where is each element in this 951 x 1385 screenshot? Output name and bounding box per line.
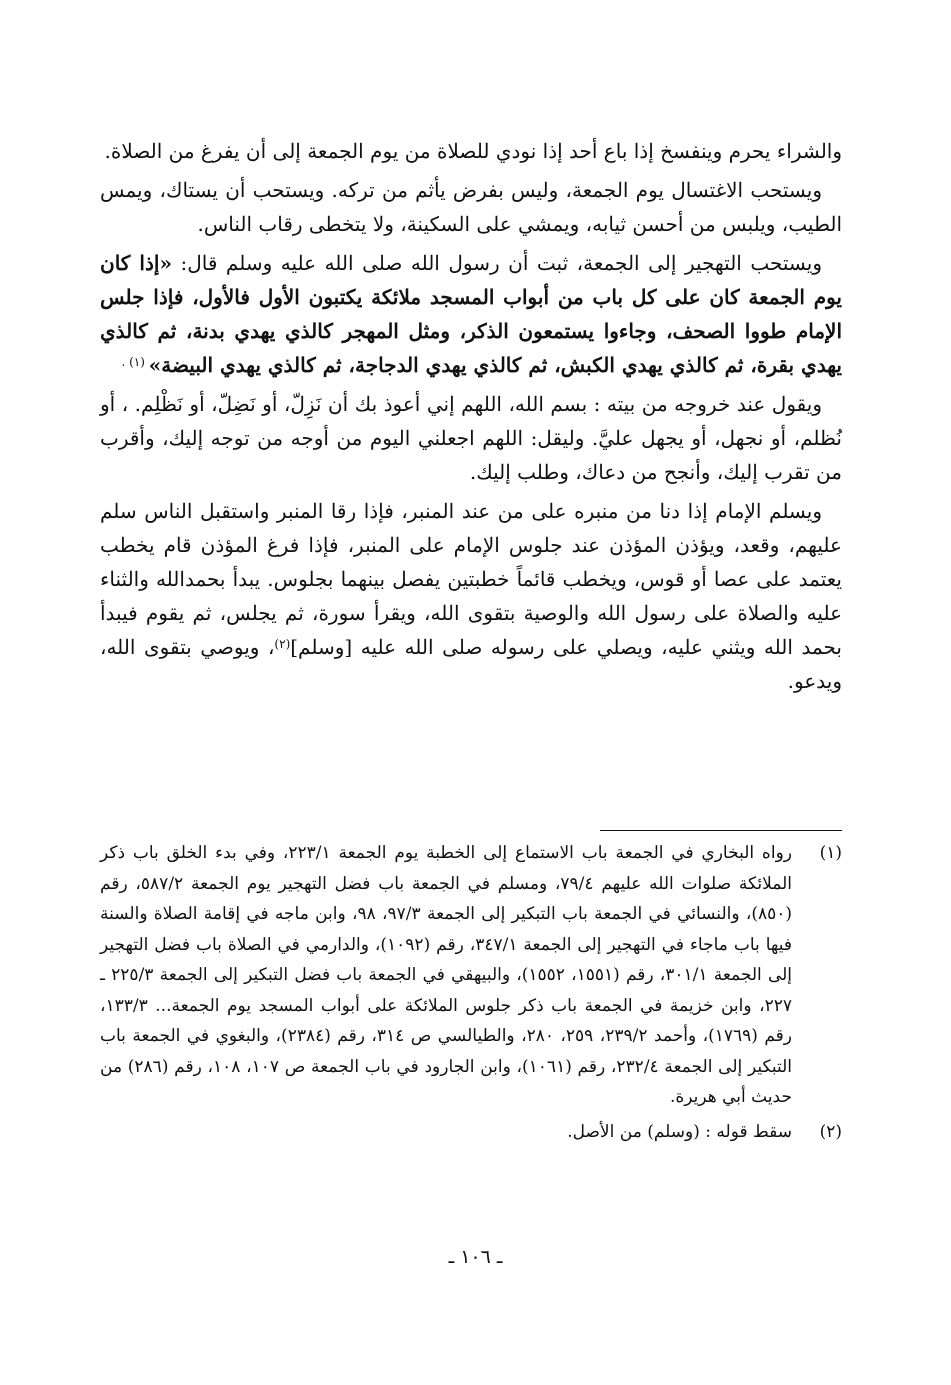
footnote-ref-1[interactable]: (١) . <box>121 355 149 369</box>
paragraph-3-intro: ويستحب التهجير إلى الجمعة، ثبت أن رسول الله صلى الله عليه وسلم قال: <box>171 251 823 275</box>
main-text <box>100 134 842 703</box>
footnote-1-text: رواه البخاري في الجمعة باب الاستماع إلى الخطبة يوم الجمعة ٢٢٣/١، وفي بدء الخلق باب ذكر الملائكة صلوات الله عليهم ٧٩/٤، ومسلم في الجمعة باب فضل التهجير يوم الجمعة ٥٨٧/٢، رقم (٨٥٠)، والنسائي في الجمعة باب التبكير إلى الجمعة ٩٧/٣، ٩٨، وابن ماجه في إقامة الصلاة والسنة فيها باب ماجاء في التهجير إلى الجمعة ٣٤٧/١، رقم (١٠٩٢)، والدارمي في الصلاة باب فضل التهجير إلى الجمعة ٣٠١/١، رقم (١٥٥١، ١٥٥٢)، والبيهقي في الجمعة باب فضل التبكير إلى الجمعة ٢٢٥/٣ ـ ٢٢٧، وابن خزيمة في الجمعة باب ذكر جلوس الملائكة على أبواب المسجد يوم الجمعة... ١٣٣/٣، رقم (١٧٦٩)، وأحمد ٢٣٩/٢، ٢٥٩، ٢٨٠، والطيالسي ص ٣١٤، رقم (٢٣٨٤)، والبغوي في الجمعة باب التبكير إلى الجمعة ٢٣٢/٤، رقم (١٠٦١)، وابن الجارود في باب الجمعة ص ١٠٧، ١٠٨، رقم (٢٨٦) من حديث أبي هريرة. <box>100 843 793 1107</box>
footnote-ref-2[interactable]: (٢) <box>274 637 291 651</box>
paragraph-1-text: والشراء يحرم وينفسخ إذا باع أحد إذا نودي للصلاة من يوم الجمعة إلى أن يفرغ من الصلاة. <box>104 139 842 163</box>
paragraph-5-end: ، ويوصي بتقوى الله، ويدعو. <box>100 635 842 693</box>
paragraph-3 <box>100 246 842 382</box>
footnote-2 <box>100 1117 842 1148</box>
footnote-1 <box>100 838 842 1113</box>
paragraph-2 <box>100 173 842 241</box>
footnote-1-number: (١) <box>819 843 842 863</box>
paragraph-4 <box>100 387 842 489</box>
paragraph-5-text: ويسلم الإمام إذا دنا من منبره على من عند المنبر، فإذا رقا المنبر واستقبل الناس سلم عليهم، وقعد، ويؤذن المؤذن عند جلوس الإمام على المنبر، فإذا فرغ المؤذن قام يخطب يعتمد على عصا أو قوس، ويخطب قائماً خطبتين يفصل بينهما بجلوس. يبدأ بحمدالله والثناء عليه والصلاة على رسول الله والوصية بتقوى الله، ويقرأ سورة، ثم يجلس، ثم يقوم فيبدأ بحمد الله ويثني عليه، ويصلي على رسوله صلى الله عليه [وسلم] <box>100 499 843 659</box>
footnote-2-text: سقط قوله : (وسلم) من الأصل. <box>567 1121 792 1142</box>
footnotes <box>100 838 842 1151</box>
paragraph-2-text: ويستحب الاغتسال يوم الجمعة، وليس بفرض يأثم من تركه. ويستحب أن يستاك، ويمس الطيب، ويلبس من أحسن ثيابه، ويمشي على السكينة، ولا يتخطى رقاب الناس. <box>100 178 842 236</box>
page-number: ـ ١٠٦ ـ <box>448 1246 503 1268</box>
hadith-quote: «إذا كان يوم الجمعة كان على كل باب من أبواب المسجد ملائكة يكتبون الأول فالأول، فإذا جلس الإمام طووا الصحف، وجاءوا يستمعون الذكر، ومثل المهجر كالذي يهدي بدنة، ثم كالذي يهدي بقرة، ثم كالذي يهدي الكبش، ثم كالذي يهدي الدجاجة، ثم كالذي يهدي البيضة» <box>100 251 842 377</box>
footnote-separator <box>600 830 842 831</box>
footnote-2-number: (٢) <box>819 1121 842 1142</box>
paragraph-1 <box>100 134 842 168</box>
paragraph-4-text: ويقول عند خروجه من بيته : بسم الله، اللهم إني أعوذ بك أن نَزِلّ، أو نَضِلّ، أو نَظْلِم. ، أو نُظلم، أو نجهل، أو يجهل عليَّ. وليقل: اللهم اجعلني اليوم من أوجه من توجه إليك، وأقرب من تقرب إليك، وأنجح من دعاك، وطلب إليك. <box>100 392 842 484</box>
paragraph-5 <box>100 494 842 698</box>
